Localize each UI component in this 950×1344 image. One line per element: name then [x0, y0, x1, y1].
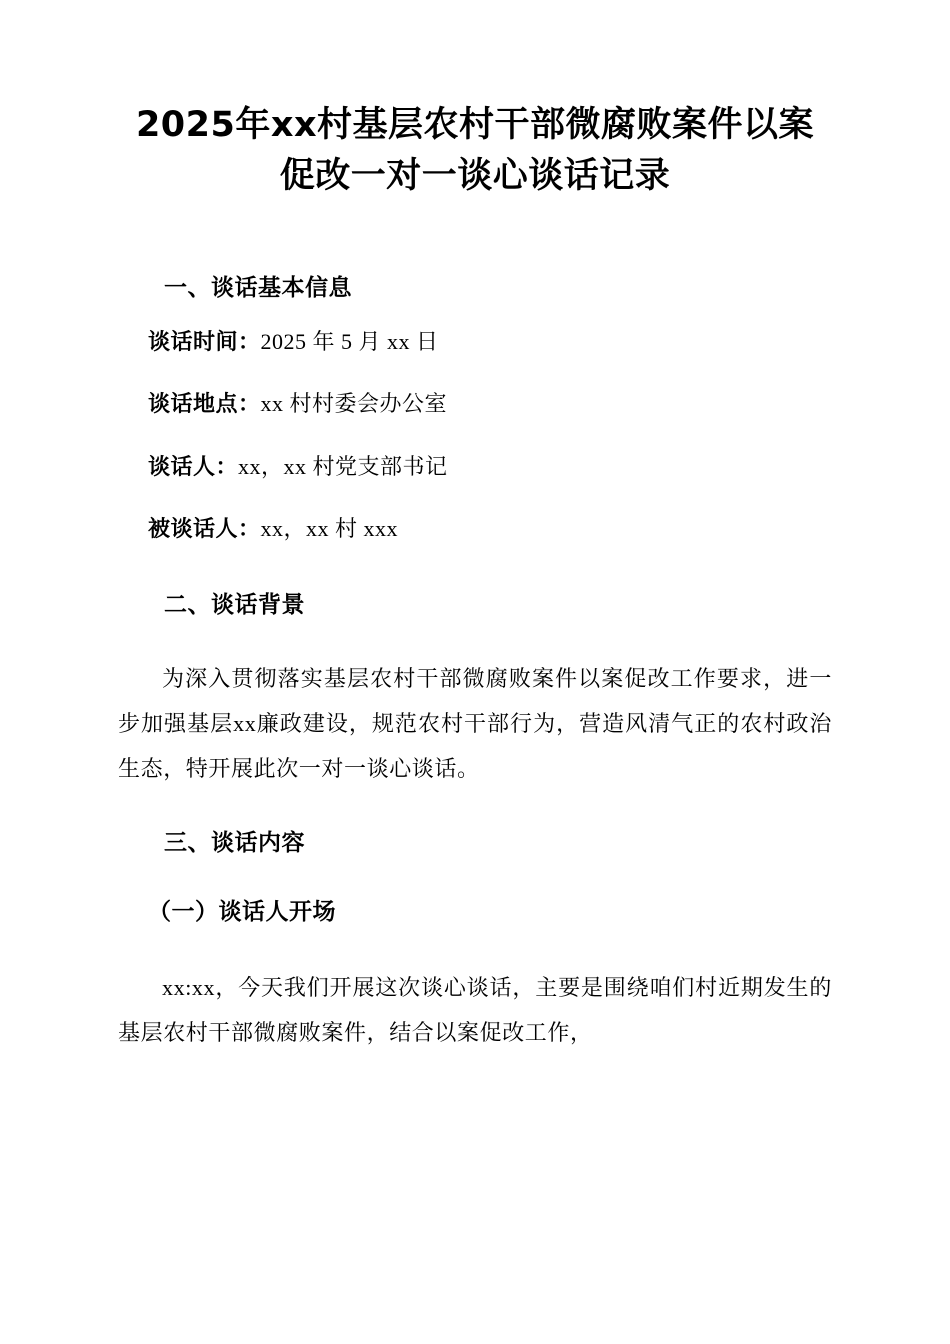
field-value-interviewee: xx，xx 村 xxx [260, 515, 399, 541]
section-heading-background: 二、谈话背景 [164, 592, 305, 619]
field-label-interview-location: 谈话地点： [148, 392, 261, 418]
section-gap-1 [118, 573, 832, 587]
section-gap-2 [118, 642, 832, 656]
page-title: 2025年xx村基层农村干部微腐败案件以案促改一对一谈心谈话记录 [135, 105, 815, 196]
field-value-interview-time: 2025 年 5 月 xx 日 [260, 329, 439, 355]
paragraph-opening: xx:xx，今天我们开展这次谈心谈话，主要是围绕咱们村近期发生的基层农村干部微腐败案件，结合以案促改工作， [118, 974, 832, 1045]
field-label-interviewee: 被谈话人： [148, 516, 261, 542]
field-interviewee [118, 511, 832, 547]
field-label-interview-time: 谈话时间： [148, 330, 261, 356]
section-gap-3 [118, 799, 832, 825]
title-spacer [118, 202, 832, 270]
field-interview-location [118, 386, 832, 422]
paragraph-background: 为深入贯彻落实基层农村干部微腐败案件以案促改工作要求，进一步加强基层xx廉政建设，规范农村干部行为，营造风清气正的农村政治生态，特开展此次一对一谈心谈话。 [118, 665, 832, 782]
field-interview-time [118, 324, 832, 360]
subsection-heading-opening: （一）谈话人开场 [148, 898, 336, 925]
field-value-interviewer: xx，xx 村党支部书记 [238, 453, 448, 479]
field-value-interview-location: xx 村村委会办公室 [260, 391, 448, 417]
section-gap-4 [118, 880, 832, 894]
section-gap-5 [118, 951, 832, 965]
field-interviewer [118, 449, 832, 485]
field-label-interviewer: 谈话人： [148, 454, 239, 480]
section-heading-content: 三、谈话内容 [164, 830, 305, 857]
section-heading-basic-info: 一、谈话基本信息 [164, 274, 352, 301]
